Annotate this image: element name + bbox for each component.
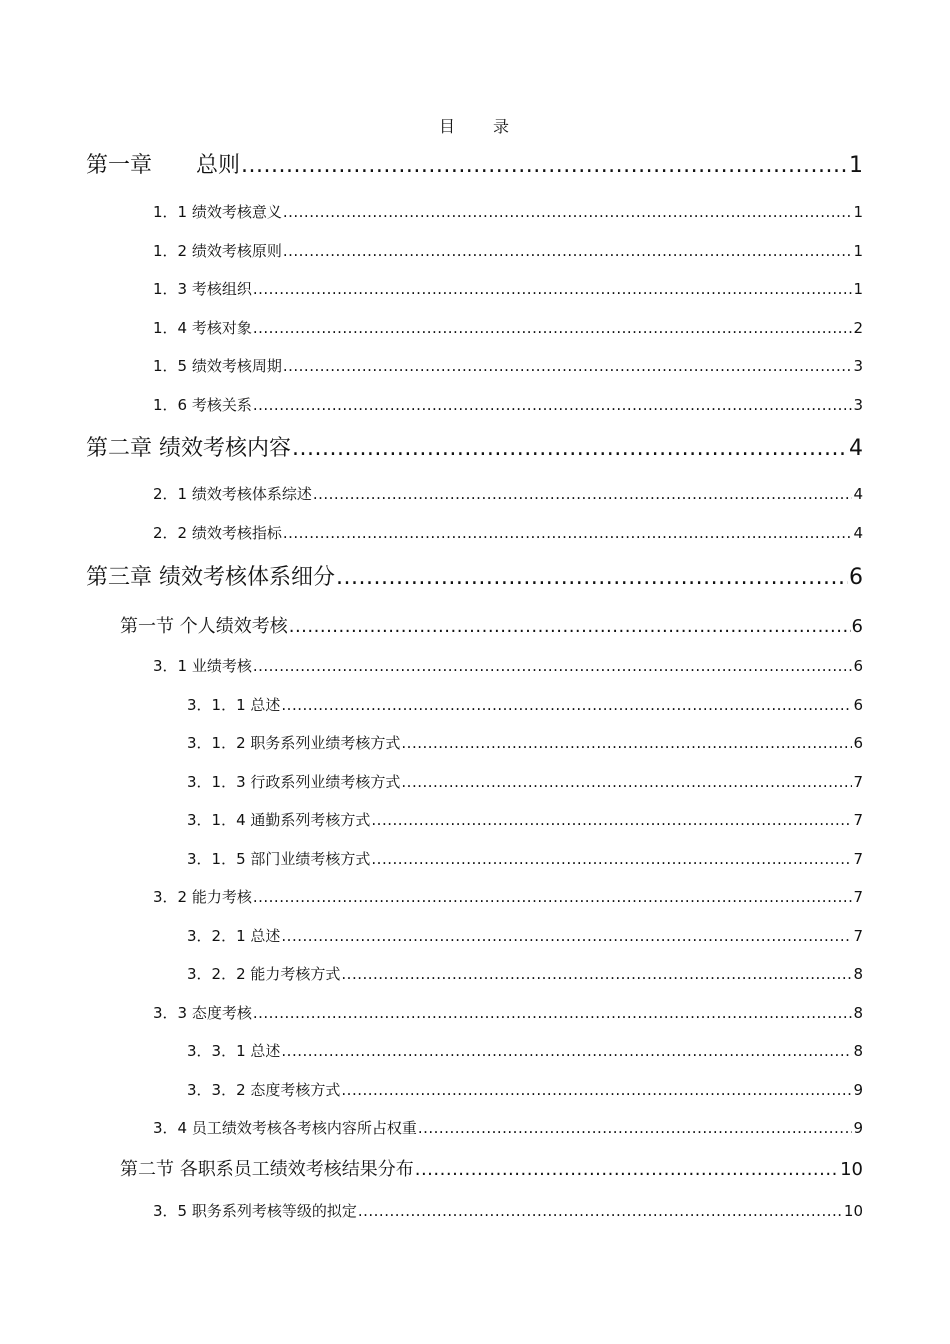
toc-leader [289,616,851,637]
toc-entry[interactable] [187,694,863,715]
toc-leader [253,396,853,414]
toc-entry-page: 3 [853,357,863,375]
toc-entry[interactable] [187,1040,863,1061]
toc-leader [281,1042,852,1060]
toc-entry-page: 1 [849,153,863,178]
toc-entry-page: 6 [853,696,863,714]
toc-entry-page: 7 [853,888,863,906]
toc-entry-label: 3．1．1 总述 [187,696,281,714]
toc-entry-page: 7 [853,811,863,829]
toc-entry-label: 3．2 能力考核 [153,888,252,906]
toc-entry[interactable] [153,201,863,222]
toc-entry-label: 3．1 业绩考核 [153,657,252,675]
toc-entry-label: 第二章 绩效考核内容 [86,436,291,461]
toc-entry-label: 3．1．5 部门业绩考核方式 [187,850,371,868]
toc-entry[interactable] [187,848,863,869]
toc-entry[interactable] [187,809,863,830]
toc-entry-label: 3．3．1 总述 [187,1042,281,1060]
toc-entry[interactable] [153,886,863,907]
toc-entry-label: 1．1 绩效考核意义 [153,203,282,221]
toc-entry-page: 8 [853,965,863,983]
toc-entry-page: 3 [853,396,863,414]
toc-entry[interactable] [153,355,863,376]
toc-entry-label: 1．4 考核对象 [153,319,252,337]
toc-entry-section-2[interactable] [120,1155,863,1181]
toc-leader [283,242,853,260]
toc-entry[interactable] [153,240,863,261]
toc-leader [418,1119,853,1137]
toc-entry-label: 1．2 绩效考核原则 [153,242,282,260]
toc-entry-page: 9 [853,1119,863,1137]
toc-entry-page: 4 [849,436,863,461]
toc-entry-page: 9 [853,1081,863,1099]
toc-leader [253,657,853,675]
toc-leader [341,1081,852,1099]
toc-entry-page: 10 [843,1202,863,1220]
toc-entry-page: 6 [851,616,863,637]
toc-entry-page: 4 [853,524,863,542]
toc-entry[interactable] [187,963,863,984]
toc-entry-label: 第二节 各职系员工绩效考核结果分布 [120,1159,414,1180]
toc-entry-label: 3．1．4 通勤系列考核方式 [187,811,371,829]
toc-entry-label: 3．4 员工绩效考核各考核内容所占权重 [153,1119,417,1137]
toc-entry-page: 7 [853,773,863,791]
toc-entry-label: 1．5 绩效考核周期 [153,357,282,375]
toc-entry-label: 第一章 总则 [86,153,241,178]
toc-entry[interactable] [153,1117,863,1138]
toc-leader [313,485,853,503]
toc-entry[interactable] [153,1200,863,1221]
toc-leader [371,850,852,868]
toc-entry-section-1[interactable] [120,612,863,638]
toc-leader [253,280,853,298]
toc-leader [336,565,848,590]
toc-entry-chapter-3[interactable] [86,560,863,591]
toc-entry-label: 3．3．2 态度考核方式 [187,1081,341,1099]
toc-entry[interactable] [153,278,863,299]
toc-entry-label: 3．5 职务系列考核等级的拟定 [153,1202,357,1220]
toc-leader [401,734,852,752]
toc-leader [371,811,852,829]
toc-title: 目 录 [438,117,511,136]
toc-entry[interactable] [187,771,863,792]
toc-leader [401,773,852,791]
toc-leader [241,153,848,178]
toc-entry-chapter-1[interactable] [86,148,863,179]
toc-entry-label: 第一节 个人绩效考核 [120,616,288,637]
toc-entry-page: 4 [853,485,863,503]
toc-entry-page: 8 [853,1004,863,1022]
toc-entry[interactable] [153,655,863,676]
toc-leader [283,524,853,542]
toc-leader [283,203,853,221]
toc-entry-page: 1 [853,242,863,260]
toc-entry-page: 10 [840,1159,863,1180]
toc-entry-label: 2．2 绩效考核指标 [153,524,282,542]
toc-entry[interactable] [187,732,863,753]
toc-entry-label: 2．1 绩效考核体系综述 [153,485,312,503]
toc-entry[interactable] [153,1002,863,1023]
toc-entry-page: 7 [853,850,863,868]
toc-leader [281,927,852,945]
toc-entry-label: 3．1．3 行政系列业绩考核方式 [187,773,401,791]
toc-entry-page: 1 [853,280,863,298]
toc-leader [253,1004,853,1022]
toc-entry-page: 6 [853,734,863,752]
toc-entry-chapter-2[interactable] [86,431,863,462]
toc-entry[interactable] [153,522,863,543]
toc-entry[interactable] [153,394,863,415]
toc-entry-page: 1 [853,203,863,221]
toc-entry-label: 第三章 绩效考核体系细分 [86,565,335,590]
toc-entry-page: 7 [853,927,863,945]
toc-entry-page: 6 [853,657,863,675]
toc-entry[interactable] [187,925,863,946]
toc-leader [415,1159,839,1180]
toc-leader [253,888,853,906]
toc-entry[interactable] [187,1079,863,1100]
toc-entry-page: 2 [853,319,863,337]
toc-entry[interactable] [153,483,863,504]
toc-entry-label: 3．2．1 总述 [187,927,281,945]
toc-entry-page: 8 [853,1042,863,1060]
toc-entry-label: 1．3 考核组织 [153,280,252,298]
toc-leader [253,319,853,337]
toc-leader [292,436,848,461]
toc-entry-label: 3．1．2 职务系列业绩考核方式 [187,734,401,752]
toc-entry-page: 6 [849,565,863,590]
toc-leader [358,1202,843,1220]
toc-leader [281,696,852,714]
toc-entry[interactable] [153,317,863,338]
toc-entry-label: 3．2．2 能力考核方式 [187,965,341,983]
toc-entry-label: 1．6 考核关系 [153,396,252,414]
toc-entry-label: 3．3 态度考核 [153,1004,252,1022]
toc-leader [283,357,853,375]
toc-leader [341,965,852,983]
